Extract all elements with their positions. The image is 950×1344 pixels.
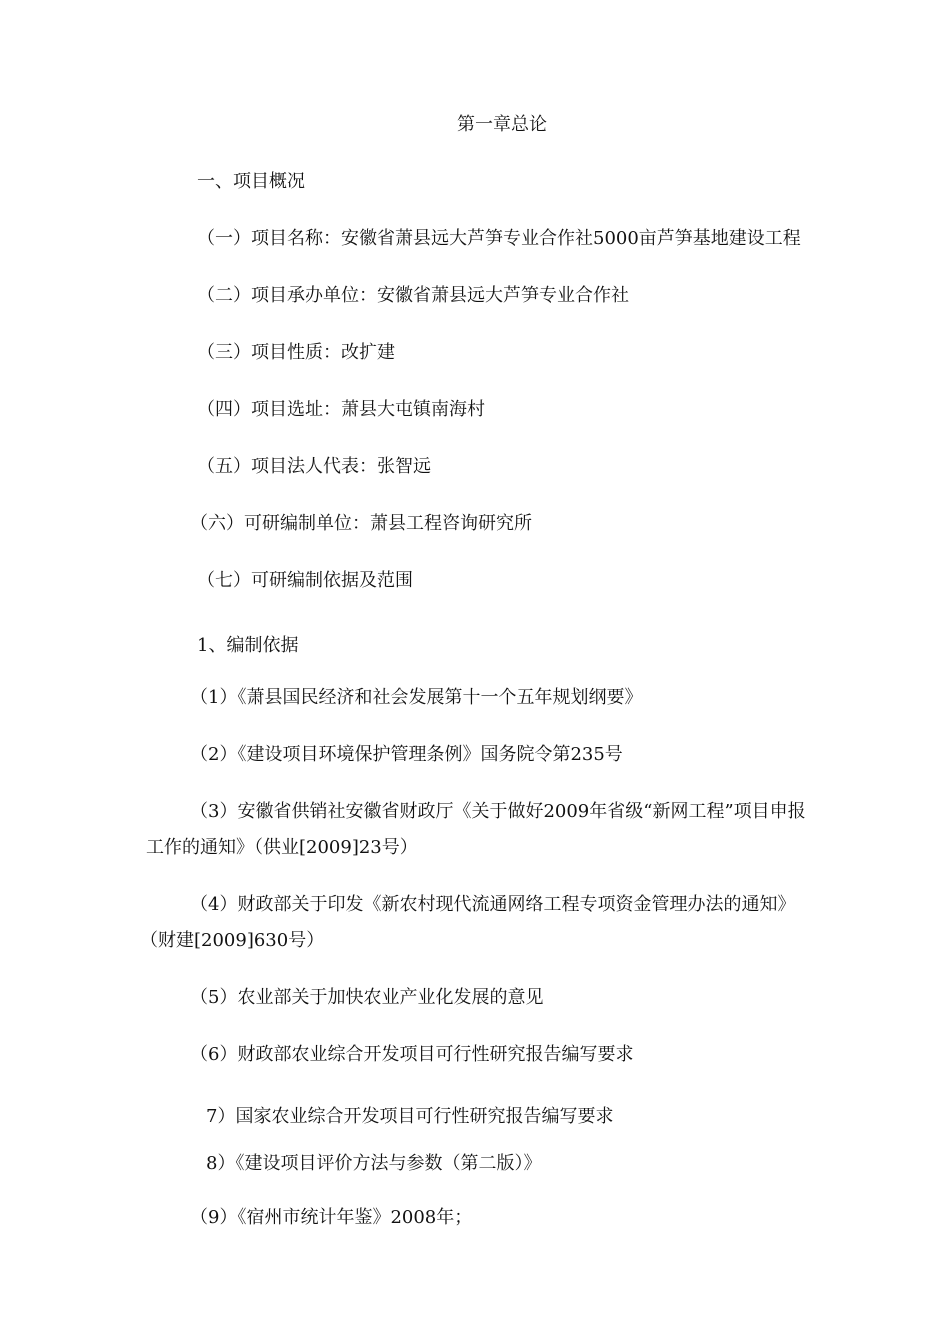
basis-item: （9）《宿州市统计年鉴》2008年； xyxy=(190,1207,473,1228)
item-basis-scope: （七）可研编制依据及范围 xyxy=(197,570,413,591)
subsection-heading: 1、编制依据 xyxy=(197,635,299,656)
item-organizer: （二）项目承办单位：安徽省萧县远大芦笋专业合作社 xyxy=(197,285,629,306)
basis-item: （4）财政部关于印发《新农村现代流通网络工程专项资金管理办法的通知》 xyxy=(190,894,796,915)
item-nature: （三）项目性质：改扩建 xyxy=(197,342,395,363)
item-project-name: （一）项目名称：安徽省萧县远大芦笋专业合作社5000亩芦笋基地建设工程 xyxy=(197,228,801,249)
basis-item: （3）安徽省供销社安徽省财政厅《关于做好2009年省级“新网工程”项目申报 xyxy=(190,801,806,822)
basis-item: （5）农业部关于加快农业产业化发展的意见 xyxy=(190,987,544,1008)
page-title: 第一章总论 xyxy=(457,114,547,135)
item-compiler: （六）可研编制单位：萧县工程咨询研究所 xyxy=(190,513,532,534)
basis-item: （6）财政部农业综合开发项目可行性研究报告编写要求 xyxy=(190,1044,634,1065)
item-location: （四）项目选址：萧县大屯镇南海村 xyxy=(197,399,485,420)
basis-item: 7）国家农业综合开发项目可行性研究报告编写要求 xyxy=(206,1106,614,1127)
basis-item-continuation: 工作的通知》（供业[2009]23号） xyxy=(146,837,418,858)
item-legal-rep: （五）项目法人代表：张智远 xyxy=(197,456,431,477)
basis-item: （1）《萧县国民经济和社会发展第十一个五年规划纲要》 xyxy=(190,687,643,708)
basis-item: 8）《建设项目评价方法与参数（第二版）》 xyxy=(206,1153,542,1174)
basis-item-continuation: （财建[2009]630号） xyxy=(140,930,325,951)
basis-item: （2）《建设项目环境保护管理条例》国务院令第235号 xyxy=(190,744,623,765)
section-heading: 一、项目概况 xyxy=(197,171,305,192)
